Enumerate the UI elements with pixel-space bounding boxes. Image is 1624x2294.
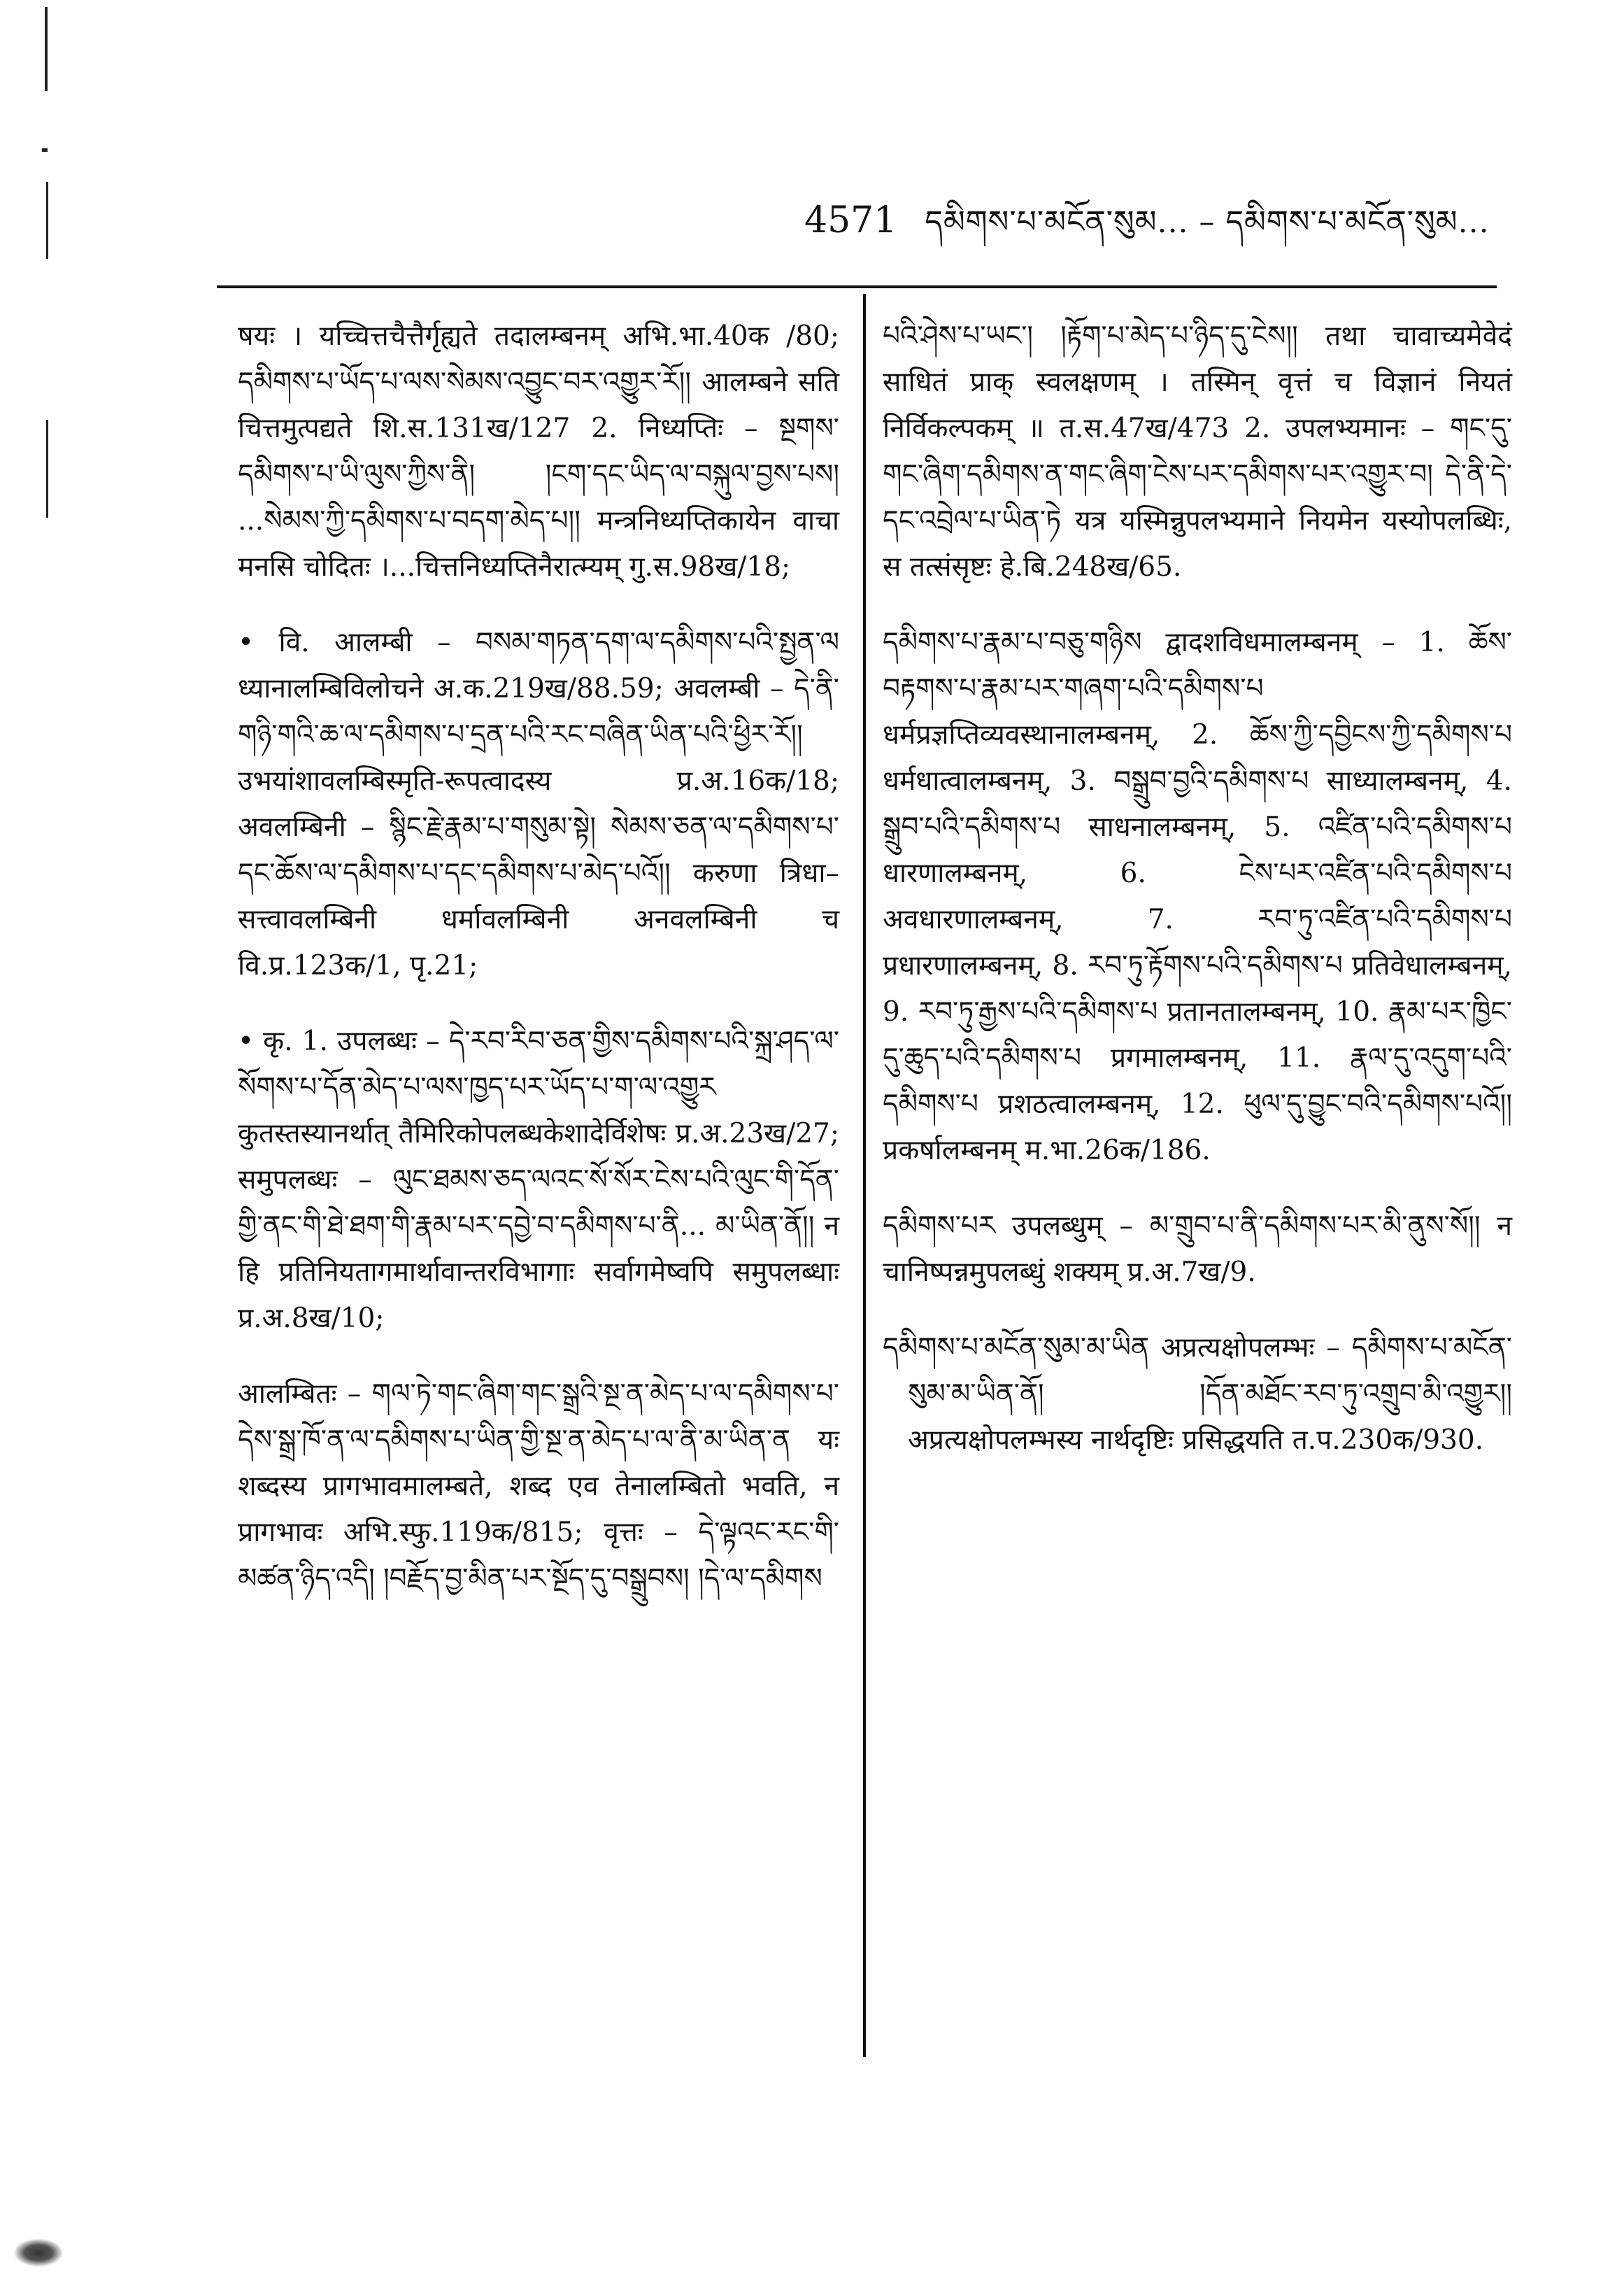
dictionary-entry: པའི་ཤེས་པ་ཡང་། །རྟོག་པ་མེད་པ་ཉིད་དུ་ངེས།། तथा चावाच्यमेवेदं साधितं प्राक् स्वलक्षणम् । तस्मिन् वृत्तं च विज्ञानं नियतं निर्विकल्पकम् ॥ त.स.47ख/473 2. उपलभ्यमानः – གང་དུ་གང་ཞིག་དམིགས་ན་གང་ཞིག་ངེས་པར་དམིགས་པར་འགྱུར་བ། དེ་ནི་དེ་དང་འབྲེལ་པ་ཡིན་ཏེ यत्र यस्मिन्नुपलभ्यमाने नियमेन यस्योपलब्धिः, स तत्संसृष्टः हे.बि.248ख/65. <box>883 320 1512 583</box>
header-rule <box>217 285 1497 288</box>
scan-margin-mark <box>46 420 48 518</box>
scan-margin-mark <box>42 148 48 152</box>
scan-margin-mark <box>46 182 48 259</box>
scan-margin-mark <box>45 7 48 91</box>
scan-smudge <box>14 2239 63 2267</box>
running-head: དམིགས་པ་མངོན་སུམ... – དམིགས་པ་མངོན་སུམ... <box>925 204 1490 240</box>
dictionary-entry: • कृ. 1. उपलब्धः – དེ་རབ་རིབ་ཅན་གྱིས་དམིགས་པའི་སྐྲ་ཤད་ལ་སོགས་པ་དོན་མེད་པ་ལས་ཁྱད་པར་ཡོད་པ་ག་ལ་འགྱུར कुतस्तस्यानर्थात् तैमिरिकोपलब्धकेशादेर्विशेषः प्र.अ.23ख/27; समुपलब्धः – ལུང་ཐམས་ཅད་ལའང་སོ་སོར་ངེས་པའི་ལུང་གི་དོན་གྱི་ནང་གི་ཐེ་ཐག་གི་རྣམ་པར་དབྱེ་བ་དམིགས་པ་ནི... མ་ཡིན་ནོ།། न हि प्रतिनियतागमार्थावान्तरविभागाः सर्वागमेष्वपि समुपलब्धाः प्र.अ.8ख/10; <box>238 1026 839 1334</box>
dictionary-entry: དམིགས་པ་རྣམ་པ་བཅུ་གཉིས द्वादशविधमालम्बनम् – 1. ཆོས་བརྟགས་པ་རྣམ་པར་གཞག་པའི་དམིགས་པ धर्मप्रज्ञप्तिव्यवस्थानालम्बनम्, 2. ཆོས་ཀྱི་དབྱིངས་ཀྱི་དམིགས་པ धर्मधात्वालम्बनम्, 3. བསྒྲུབ་བྱའི་དམིགས་པ साध्यालम्बनम्, 4. སྒྲུབ་པའི་དམིགས་པ साधनालम्बनम्, 5. འཛིན་པའི་དམིགས་པ धारणालम्बनम्, 6. ངེས་པར་འཛིན་པའི་དམིགས་པ अवधारणालम्बनम्, 7. རབ་ཏུ་འཛིན་པའི་དམིགས་པ प्रधारणालम्बनम्, 8. རབ་ཏུ་རྟོགས་པའི་དམིགས་པ प्रतिवेधालम्बनम्, 9. རབ་ཏུ་རྒྱས་པའི་དམིགས་པ प्रतानतालम्बनम्, 10. རྣམ་པར་ཁྱིང་དུ་ཆུད་པའི་དམིགས་པ प्रगमालम्बनम्, 11. རྣལ་དུ་འདུག་པའི་དམིགས་པ प्रशठत्वालम्बनम्, 12. ཕུལ་དུ་བྱུང་བའི་དམིགས་པའོ།། प्रकर्षालम्बनम् म.भा.26क/186. <box>883 627 1512 1166</box>
left-column <box>238 313 839 1631</box>
dictionary-entry: आलम्बितः – གལ་ཏེ་གང་ཞིག་གང་སྒྲའི་སྔ་ན་མེད་པ་ལ་དམིགས་པ་དེས་སྒྲ་ཁོ་ན་ལ་དམིགས་པ་ཡིན་གྱི་སྔ་ན་མེད་པ་ལ་ནི་མ་ཡིན་ན यः शब्दस्य प्रागभावमालम्बते, शब्द एव तेनालम्बितो भवति, न प्रागभावः अभि.स्फु.119क/815; वृत्तः – དེ་ལྟའང་རང་གི་མཚན་ཉིད་འདི། །བརྗོད་བྱ་མིན་པར་སྔོད་དུ་བསྒྲུབས། །དེ་ལ་དམིགས <box>238 1378 839 1594</box>
right-column <box>883 313 1512 1493</box>
page-number: 4571 <box>804 199 897 241</box>
dictionary-entry: དམིགས་པ་མངོན་སུམ་མ་ཡིན अप्रत्यक्षोपलम्भः – དམིགས་པ་མངོན་སུམ་མ་ཡིན་ནོ། །དོན་མཐོང་རབ་ཏུ་འགྲུབ་མི་འགྱུར།། अप्रत्यक्षोपलम्भस्य नार्थदृष्टिः प्रसिद्धयति त.प.230क/930. <box>883 1332 1512 1456</box>
dictionary-entry: • वि. आलम्बी – བསམ་གཏན་དག་ལ་དམིགས་པའི་སྤྱན་ལ ध्यानालम्बिविलोचने अ.क.219ख/88.59; अवलम्बी – དེ་ནི་གཉི་གའི་ཆ་ལ་དམིགས་པ་དྲན་པའི་རང་བཞིན་ཡིན་པའི་ཕྱིར་རོ།། उभयांशावलम्बिस्मृति-रूपत्वादस्य प्र.अ.16क/18; अवलम्बिनी – སྙིང་རྗེ་རྣམ་པ་གསུམ་སྟེ། སེམས་ཅན་ལ་དམིགས་པ་དང་ཆོས་ལ་དམིགས་པ་དང་དམིགས་པ་མེད་པའོ།། करुणा त्रिधा–सत्त्वावलम्बिनी धर्मावलम्बिनी अनवलम्बिनी च वि.प्र.123क/1, पृ.21; <box>238 627 839 982</box>
column-divider <box>863 294 866 2057</box>
dictionary-entry: षयः । यच्चित्तचैत्तैर्गृह्यते तदालम्बनम् अभि.भा.40क /80; དམིགས་པ་ཡོད་པ་ལས་སེམས་འབྱུང་བར་འགྱུར་རོ།། आलम्बने सति चित्तमुत्पद्यते शि.स.131ख/127 2. निध्यप्तिः – སྔགས་དམིགས་པ་ཡི་ལུས་ཀྱིས་ནི། །ངག་དང་ཡིད་ལ་བསྐུལ་བྱས་པས། ...སེམས་ཀྱི་དམིགས་པ་བདག་མེད་པ།། मन्त्रनिध्यप्तिकायेन वाचा मनसि चोदितः ।...चित्तनिध्यप्तिनैरात्म्यम् गु.स.98ख/18; <box>238 320 839 583</box>
page-header <box>804 187 1504 274</box>
dictionary-entry: དམིགས་པར उपलब्धुम् – མ་གྲུབ་པ་ནི་དམིགས་པར་མི་ནུས་སོ།། न चानिष्पन्नमुपलब्धुं शक्यम् प्र.अ.7ख/9. <box>883 1210 1512 1288</box>
